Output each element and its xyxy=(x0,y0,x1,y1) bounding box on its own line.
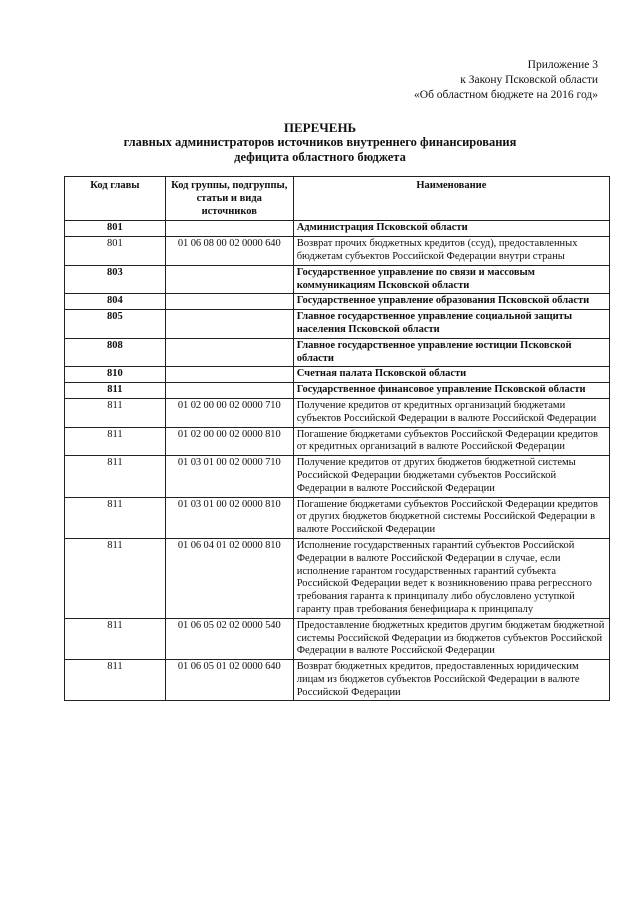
table-row xyxy=(65,427,610,456)
appendix-line-2: к Закону Псковской области xyxy=(460,74,598,86)
header-group-code: Код группы, подгруппы, статьи и вида источников xyxy=(165,177,293,221)
row-head-code: 808 xyxy=(65,338,166,367)
table-row xyxy=(65,618,610,659)
table-row xyxy=(65,265,610,294)
row-head-code: 801 xyxy=(65,237,166,266)
header-name: Наименование xyxy=(293,177,609,221)
table-row xyxy=(65,367,610,383)
row-head-code: 805 xyxy=(65,310,166,339)
row-head-code: 811 xyxy=(65,427,166,456)
row-head-code: 811 xyxy=(65,383,166,399)
row-group-code xyxy=(165,310,293,339)
table-row xyxy=(65,310,610,339)
table-row xyxy=(65,383,610,399)
header-head-code: Код главы xyxy=(65,177,166,221)
row-name: Получение кредитов от кредитных организаций бюджетами субъектов Российской Федерации в валюте Российской Федерации xyxy=(293,398,609,427)
table-row xyxy=(65,497,610,538)
row-name: Исполнение государственных гарантий субъектов Российской Федерации в валюте Российской Федерации в случае, если исполнение гарантом государственных гарантий субъекта Российской Федерации ведет к возникновению права регрессного требования гаранта к принципалу либо обусловлено уступкой гаранту прав требования бенефициара к принципалу xyxy=(293,538,609,618)
row-group-code: 01 06 04 01 02 0000 810 xyxy=(165,538,293,618)
row-group-code: 01 03 01 00 02 0000 810 xyxy=(165,497,293,538)
table-header-row xyxy=(65,177,610,221)
title-line-3: дефицита областного бюджета xyxy=(234,150,406,164)
row-head-code: 811 xyxy=(65,497,166,538)
table-row xyxy=(65,237,610,266)
row-name: Погашение бюджетами субъектов Российской Федерации кредитов от других бюджетов бюджетной системы Российской Федерации в валюте Российской Федерации xyxy=(293,497,609,538)
row-head-code: 801 xyxy=(65,221,166,237)
row-group-code: 01 02 00 00 02 0000 710 xyxy=(165,398,293,427)
row-name: Администрация Псковской области xyxy=(293,221,609,237)
title-line-1: ПЕРЕЧЕНЬ xyxy=(283,120,357,135)
row-head-code: 811 xyxy=(65,660,166,701)
table-row xyxy=(65,538,610,618)
row-name: Возврат бюджетных кредитов, предоставленных юридическим лицам из бюджетов субъектов Российской Федерации в валюте Российской Федерации xyxy=(293,660,609,701)
row-name: Государственное управление по связи и массовым коммуникациям Псковской области xyxy=(293,265,609,294)
row-head-code: 811 xyxy=(65,538,166,618)
row-group-code xyxy=(165,265,293,294)
table-row xyxy=(65,456,610,497)
row-name: Главное государственное управление юстиции Псковской области xyxy=(293,338,609,367)
row-name: Главное государственное управление социальной защиты населения Псковской области xyxy=(293,310,609,339)
row-head-code: 811 xyxy=(65,456,166,497)
row-group-code: 01 06 05 01 02 0000 640 xyxy=(165,660,293,701)
row-head-code: 803 xyxy=(65,265,166,294)
table-row xyxy=(65,338,610,367)
table-row xyxy=(65,398,610,427)
row-group-code: 01 03 01 00 02 0000 710 xyxy=(165,456,293,497)
row-head-code: 811 xyxy=(65,618,166,659)
row-group-code: 01 02 00 00 02 0000 810 xyxy=(165,427,293,456)
document-title xyxy=(0,120,640,165)
row-name: Предоставление бюджетных кредитов другим бюджетам бюджетной системы Российской Федерации из бюджетов субъектов Российской Федерации в валюте Российской Федерации xyxy=(293,618,609,659)
row-name: Возврат прочих бюджетных кредитов (ссуд), предоставленных бюджетам субъектов Российской Федерации внутри страны xyxy=(293,237,609,266)
row-head-code: 810 xyxy=(65,367,166,383)
row-group-code: 01 06 08 00 02 0000 640 xyxy=(165,237,293,266)
row-name: Получение кредитов от других бюджетов бюджетной системы Российской Федерации бюджетами субъектов Российской Федерации в валюте Российской Федерации xyxy=(293,456,609,497)
row-group-code xyxy=(165,383,293,399)
row-name: Счетная палата Псковской области xyxy=(293,367,609,383)
row-name: Погашение бюджетами субъектов Российской Федерации кредитов от кредитных организаций в валюте Российской Федерации xyxy=(293,427,609,456)
table-row xyxy=(65,294,610,310)
table-row xyxy=(65,660,610,701)
row-group-code xyxy=(165,338,293,367)
row-group-code xyxy=(165,221,293,237)
row-name: Государственное финансовое управление Псковской области xyxy=(293,383,609,399)
row-head-code: 804 xyxy=(65,294,166,310)
row-group-code: 01 06 05 02 02 0000 540 xyxy=(165,618,293,659)
row-head-code: 811 xyxy=(65,398,166,427)
row-group-code xyxy=(165,367,293,383)
title-line-2: главных администраторов источников внутреннего финансирования xyxy=(123,135,517,149)
appendix-line-1: Приложение 3 xyxy=(527,59,598,71)
administrators-table xyxy=(64,176,610,701)
table-row xyxy=(65,221,610,237)
row-group-code xyxy=(165,294,293,310)
appendix-note xyxy=(414,58,598,103)
row-name: Государственное управление образования Псковской области xyxy=(293,294,609,310)
appendix-line-3: «Об областном бюджете на 2016 год» xyxy=(414,89,598,101)
table-body xyxy=(65,221,610,701)
